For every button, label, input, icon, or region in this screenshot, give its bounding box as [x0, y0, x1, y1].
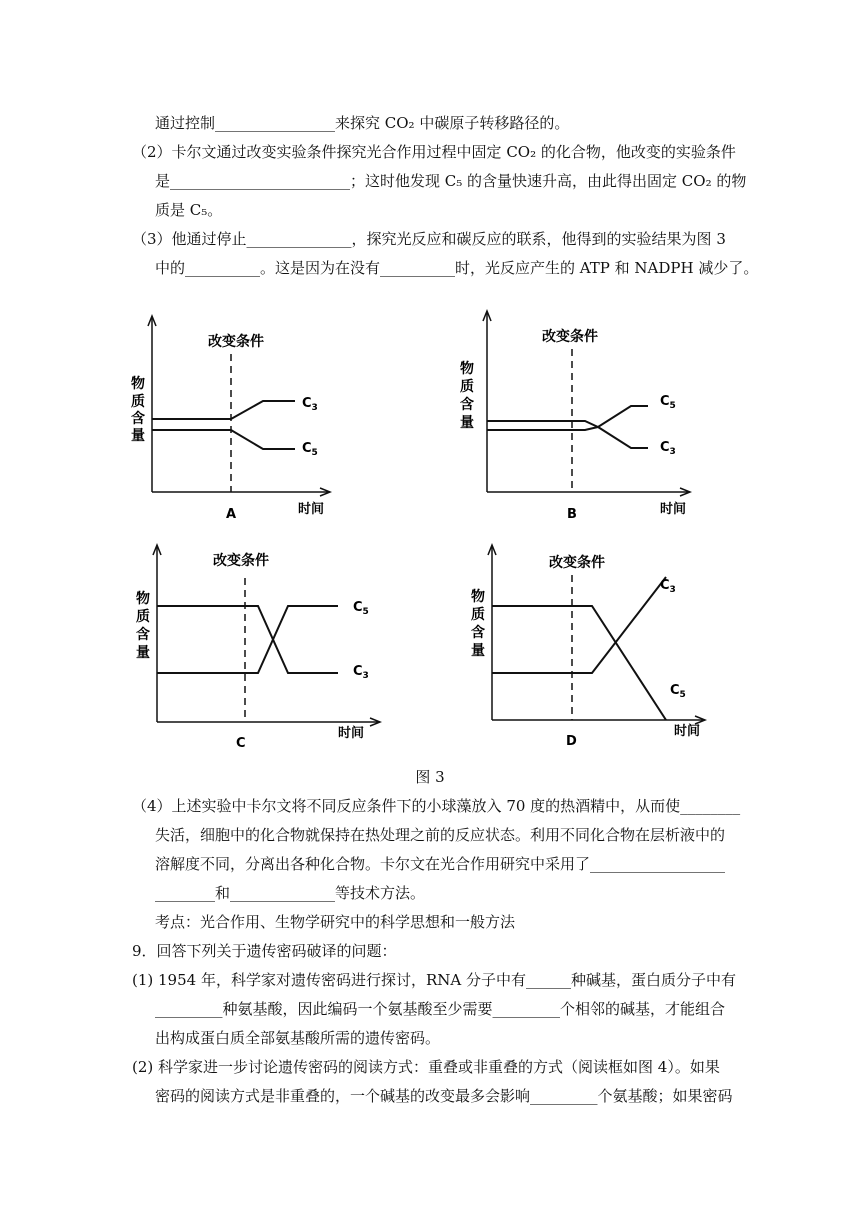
series-c3-line: [487, 427, 648, 448]
y-label-1: 物: [136, 591, 150, 607]
x-label: 时间: [298, 502, 325, 517]
panel-letter: D: [566, 734, 577, 749]
y-label-2: 质: [460, 379, 474, 395]
y-label-1: 物: [471, 589, 485, 605]
x-label: 时间: [660, 502, 687, 517]
series-c5-line: [152, 430, 295, 449]
y-label-3: 含: [471, 625, 485, 641]
text-line-15: 出构成蛋白质全部氨基酸所需的遗传密码。: [155, 1029, 441, 1047]
series-label-c5: $C_5$: [660, 394, 676, 411]
condition-label: 改变条件: [208, 334, 264, 350]
y-label-3: 含: [136, 627, 150, 643]
y-label-3: 含: [131, 411, 145, 427]
panel-letter: C: [236, 736, 246, 751]
series-label-c3: $C_3$: [353, 664, 369, 681]
y-label-2: 质: [136, 609, 150, 625]
panel-letter: B: [567, 507, 577, 522]
series-c5-line: [157, 606, 338, 673]
series-label-c3: $C_3$: [660, 578, 676, 595]
text-line-12: 9．回答下列关于遗传密码破译的问题：: [132, 942, 397, 960]
text-line-17: 密码的阅读方式是非重叠的，一个碱基的改变最多会影响_________个氨基酸；如果密码: [155, 1087, 733, 1105]
text-line-11: 考点：光合作用、生物学研究中的科学思想和一般方法: [155, 913, 516, 931]
x-label: 时间: [338, 726, 365, 741]
text-line-14: _________种氨基酸，因此编码一个氨基酸至少需要_________个相邻的碱基，才能组合: [155, 1000, 726, 1018]
figure-caption: 图 3: [415, 768, 445, 786]
text-line-2: （2）卡尔文通过改变实验条件探究光合作用过程中固定 CO₂ 的化合物，他改变的实验条件: [132, 143, 736, 161]
x-label: 时间: [674, 724, 701, 739]
series-c3-line: [157, 606, 338, 673]
text-line-3: 是________________________；这时他发现 C₅ 的含量快速升高，由此得出固定 CO₂ 的物: [155, 172, 747, 190]
figure-panel-d: [460, 535, 720, 755]
y-label-4: 量: [460, 415, 474, 431]
y-label-4: 量: [131, 428, 145, 444]
series-label-c5: $C_5$: [670, 683, 686, 700]
y-label-3: 含: [460, 397, 474, 413]
y-label-2: 质: [131, 394, 145, 410]
series-c3-line: [492, 577, 666, 673]
figure-panel-a: [120, 310, 380, 530]
series-label-c5: $C_5$: [302, 441, 318, 458]
series-c5-line: [487, 406, 648, 427]
condition-label: 改变条件: [213, 553, 269, 569]
panel-letter: A: [226, 507, 237, 522]
figure-panel-c: [125, 535, 395, 755]
series-label-c5: $C_5$: [353, 600, 369, 617]
text-line-5: （3）他通过停止______________，探究光反应和碳反应的联系，他得到的实验结果为图 3: [132, 230, 726, 248]
text-line-8: 失活，细胞中的化合物就保持在热处理之前的反应状态。利用不同化合物在层析液中的: [155, 826, 726, 844]
y-label-4: 量: [136, 645, 150, 661]
y-label-4: 量: [471, 643, 485, 659]
series-label-c3: $C_3$: [660, 440, 676, 457]
condition-label: 改变条件: [549, 555, 605, 571]
text-line-16: (2) 科学家进一步讨论遗传密码的阅读方式：重叠或非重叠的方式（阅读框如图 4）。如果: [132, 1058, 720, 1076]
figure-panel-b: [455, 305, 715, 530]
series-c3-line: [152, 401, 295, 419]
text-line-10: ________和______________等技术方法。: [155, 884, 426, 902]
text-line-13: (1) 1954 年，科学家对遗传密码进行探讨，RNA 分子中有______种碱基，蛋白质分子中有: [132, 971, 736, 989]
y-label-1: 物: [131, 376, 145, 392]
text-line-9: 溶解度不同，分离出各种化合物。卡尔文在光合作用研究中采用了__________________: [155, 855, 726, 873]
text-line-7: （4）上述实验中卡尔文将不同反应条件下的小球藻放入 70 度的热酒精中，从而使________: [132, 797, 741, 815]
y-label-1: 物: [460, 361, 474, 377]
series-c5-line: [492, 606, 666, 720]
text-line-1: 通过控制________________来探究 CO₂ 中碳原子转移路径的。: [155, 114, 570, 132]
y-label-2: 质: [471, 607, 485, 623]
text-line-6: 中的__________。这是因为在没有__________时，光反应产生的 ATP 和 NADPH 减少了。: [155, 259, 759, 277]
series-label-c3: $C_3$: [302, 396, 318, 413]
text-line-4: 质是 C₅。: [155, 201, 223, 219]
condition-label: 改变条件: [542, 329, 598, 345]
